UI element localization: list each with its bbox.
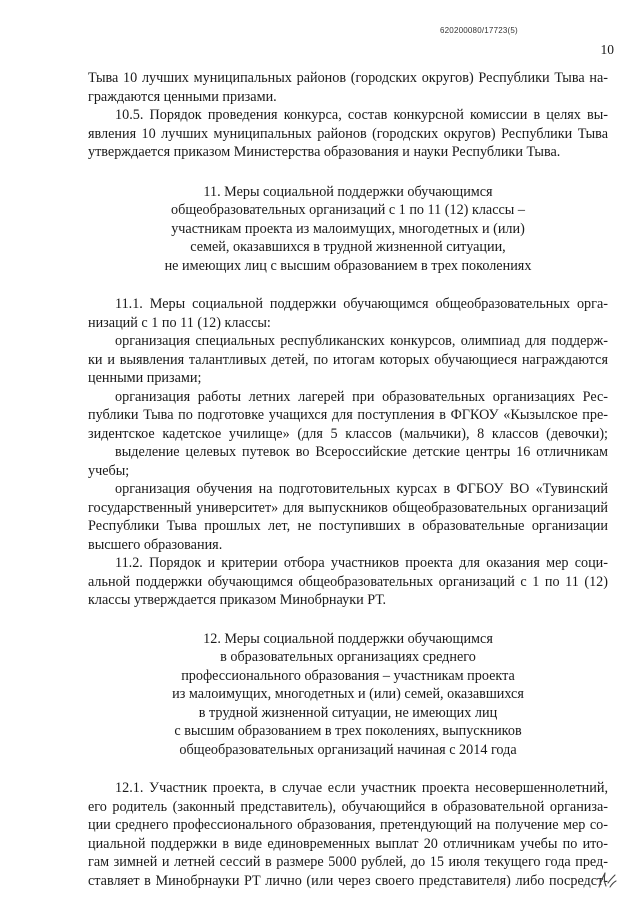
text-line: 12.1. Участник проекта, в случае если участник проекта несовершеннолетний, <box>115 780 608 796</box>
heading-line: из малоимущих, многодетных и (или) семей, оказавшихся <box>172 686 524 702</box>
heading-line: участникам проекта из малоимущих, многодетных и (или) <box>171 220 525 237</box>
text-line: ставляет в Минобрнауки РТ лично (или через своего представителя) либо посредст- <box>88 872 608 889</box>
text-line: классы утверждается приказом Минобрнауки РТ. <box>88 592 387 608</box>
heading-line: не имеющих лиц с высшим образованием в трех поколениях <box>164 257 532 274</box>
text-line: ции среднего профессионального образования, претендующий на получение мер со- <box>88 817 608 833</box>
text-line: выделение целевых путевок во Всероссийские детские центры 16 отличникам <box>115 444 608 460</box>
heading-line: общеобразовательных организаций начиная с 2014 года <box>179 741 517 758</box>
text-line: Республики Тыва прошлых лет, не поступивших в образовательные организации <box>88 518 608 534</box>
text-line: 10.5. Порядок проведения конкурса, состав конкурсной комиссии в целях вы- <box>115 107 608 123</box>
list-item-vouchers <box>88 443 608 480</box>
text-line: низаций с 1 по 11 (12) классы: <box>88 314 271 331</box>
heading-line: общеобразовательных организаций с 1 по 11 (12) классы – <box>171 202 525 218</box>
text-line: ценными призами; <box>88 370 202 386</box>
list-item-summer-camps <box>88 388 608 444</box>
heading-line: 11. Меры социальной поддержки обучающимся <box>203 183 493 200</box>
heading-line: в трудной жизненной ситуации, не имеющих лиц <box>198 704 498 721</box>
section-12-heading <box>88 630 608 760</box>
page-number: 10 <box>600 42 614 57</box>
text-line: публики Тыва по подготовке учащихся для поступления в ФГКОУ «Кызылское пре- <box>88 407 608 423</box>
text-line: циальной поддержки в виде единовременных выплат 20 отличникам учебы по ито- <box>88 835 608 852</box>
paragraph-12-1 <box>88 779 608 890</box>
text-line: его родитель (законный представитель), обучающийся в образовательной организа- <box>88 798 608 815</box>
text-line: организация специальных республиканских конкурсов, олимпиад для поддерж- <box>115 333 608 349</box>
heading-line: 12. Меры социальной поддержки обучающимся <box>203 630 493 647</box>
heading-line: с высшим образованием в трех поколениях, выпускников <box>174 723 522 739</box>
paragraph-11-1 <box>88 295 608 332</box>
text-line: Тыва 10 лучших муниципальных районов (городских округов) Республики Тыва на- <box>88 70 608 86</box>
document-body <box>88 69 608 890</box>
heading-line: в образовательных организациях среднего <box>220 649 476 665</box>
text-line: учебы; <box>88 462 130 479</box>
paragraph-10-5 <box>88 106 608 162</box>
signature-mark-icon <box>596 869 618 891</box>
text-line: ки и выявления талантливых детей, по итогам которых обучающиеся награждаются <box>88 351 608 368</box>
text-line: государственный университет» для выпускников общеобразовательных организаций <box>88 499 608 516</box>
text-line: утверждается приказом Министерства образования и науки Республики Тыва. <box>88 144 561 160</box>
text-line: зидентское кадетское училище» (для 5 классов (мальчики), 8 классов (девочки); <box>88 425 608 442</box>
text-line: гам зимней и летней сессий в размере 5000 рублей, до 15 июля текущего года пред- <box>88 854 608 870</box>
paragraph-10-4-continuation <box>88 69 608 106</box>
text-line: 11.1. Меры социальной поддержки обучающимся общеобразовательных орга- <box>115 296 608 312</box>
text-line: граждаются ценными призами. <box>88 88 277 105</box>
list-item-competitions <box>88 332 608 388</box>
heading-line: профессионального образования – участникам проекта <box>181 667 515 684</box>
text-line: организация работы летних лагерей при образовательных организациях Рес- <box>115 388 608 405</box>
heading-line: семей, оказавшихся в трудной жизненной ситуации, <box>190 239 506 255</box>
document-id: 620200080/17723(5) <box>440 26 518 35</box>
text-line: организация обучения на подготовительных курсах в ФГБОУ ВО «Тувинский <box>115 481 608 497</box>
paragraph-11-2 <box>88 554 608 610</box>
list-item-preparatory-courses <box>88 480 608 554</box>
text-line: 11.2. Порядок и критерии отбора участников проекта для оказания мер соци- <box>115 555 608 571</box>
section-11-heading <box>88 183 608 276</box>
text-line: альной поддержки обучающимся общеобразовательных организаций с 1 по 11 (12) <box>88 573 608 590</box>
text-line: явления 10 лучших муниципальных районов (городских округов) Республики Тыва <box>88 125 608 142</box>
text-line: высшего образования. <box>88 536 223 553</box>
